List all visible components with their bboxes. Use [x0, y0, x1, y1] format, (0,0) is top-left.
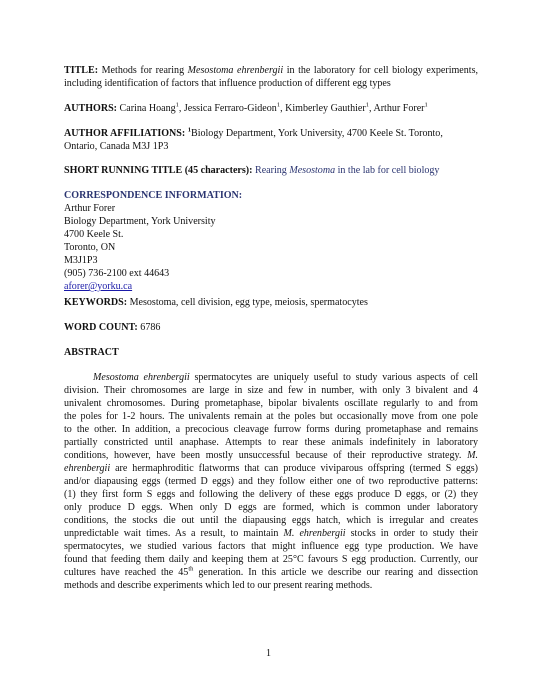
authors-label: AUTHORS: [64, 103, 118, 114]
abstract-line: division. Their chromosomes are large in size and few in number, with only 3 bivalent and 4 [64, 385, 478, 396]
abstract-line: cultures have reached the 45th generation. In this article we describe our rearing and dissection [64, 566, 478, 578]
author-separator: , [178, 103, 182, 114]
abstract-line: conditions, the stocks die out until the diapausing eggs hatch, which is irregular and creates [64, 515, 478, 526]
correspondence-line: Biology Department, York University [64, 216, 216, 227]
author-affil-marker: 1 [175, 101, 179, 109]
running-title-species: Mesostoma [289, 165, 336, 176]
abstract-line: univalent chromosomes. During prometaphase, bipolar bivalents oscillate regularly to and from [64, 398, 478, 409]
word-count-label: WORD COUNT: [64, 322, 138, 333]
abstract-line: (1) they first form S eggs and following the delivery of these eggs produce D eggs, or (2) they [64, 489, 478, 500]
abstract-line: partially constricted until anaphase. Attempts to rear these animals indefinitely in laboratory [64, 437, 478, 448]
word-count-paragraph [64, 321, 478, 334]
title-label: TITLE: [64, 65, 99, 76]
abstract-line: ehrenbergii are hermaphroditic flatworms that can produce viviparous offspring (termed S eggs) [64, 463, 478, 474]
running-title-text-post: in the lab for cell biology [335, 165, 440, 176]
author-name: Carina Hoang [117, 103, 176, 114]
affiliations-paragraph [64, 127, 478, 153]
correspondence-line: M3J1P3 [64, 255, 98, 266]
page-number: 1 [266, 648, 271, 659]
email-link[interactable]: aforer@yorku.ca [64, 281, 133, 292]
authors-paragraph [64, 102, 478, 115]
abstract-line: conditions, however, have been mostly unsuccessful because of their reproductive strategy. M. [64, 450, 478, 461]
running-title-paragraph [64, 164, 478, 177]
correspondence-line: Arthur Forer [64, 203, 116, 214]
affiliation-marker: 1 [187, 126, 191, 134]
abstract-line: unpredictable wait times. As a result, to maintain M. ehrenbergii stocks in order to study their [64, 528, 478, 539]
affiliations-text: Biology Department, York University, 4700 Keele St. Toronto, Ontario, Canada M3J 1P3 [64, 128, 443, 152]
running-title-text-pre: Rearing [252, 165, 290, 176]
title-paragraph [64, 64, 478, 90]
author-affil-marker: 1 [424, 101, 428, 109]
correspondence-line: (905) 736-2100 ext 44643 [64, 268, 170, 279]
author-name: Arthur Forer [371, 103, 425, 114]
abstract-heading: ABSTRACT [64, 347, 119, 358]
running-title-label: SHORT RUNNING TITLE (45 characters): [64, 165, 253, 176]
abstract-line: to the other. In addition, a precocious cleavage furrow forms during prometaphase and remains [64, 424, 478, 435]
keywords-label: KEYWORDS: [64, 297, 128, 308]
correspondence-block [64, 189, 478, 293]
abstract-line: the poles for 1-2 hours. The univalents remain at the poles but occasionally move from one pole [64, 411, 478, 422]
author-affil-marker: 1 [276, 101, 281, 109]
abstract-line: spermatocytes, we studied various factors that might influence egg type production. We have [64, 541, 478, 552]
affiliations-label: AUTHOR AFFILIATIONS: [64, 128, 186, 139]
author-name: Jessica Ferraro-Gideon [181, 103, 277, 114]
title-text-post: in the laboratory for cell biology experiments, including identification of factors that influence production of different egg types [64, 65, 478, 89]
abstract-line: methods and describe experiments which led to our present rearing methods. [64, 580, 373, 591]
word-count-value: 6786 [137, 322, 161, 333]
abstract-body [64, 371, 478, 592]
abstract-line: Mesostoma ehrenbergii spermatocytes are uniquely useful to study various aspects of cell [93, 372, 478, 383]
correspondence-label: CORRESPONDENCE INFORMATION: [64, 190, 243, 201]
correspondence-line: 4700 Keele St. [64, 229, 124, 240]
title-text-pre: Methods for rearing [98, 65, 188, 76]
author-separator: , [280, 103, 283, 114]
title-species: Mesostoma ehrenbergii [187, 65, 284, 76]
abstract-line: found that feeding them daily and keeping them at 25°C favours S egg production. Currently, our [64, 554, 478, 565]
author-name: Kimberley Gauthier [282, 103, 366, 114]
abstract-line: and/or diapausing eggs (termed D eggs) and they follow either one of two reproductive patterns: [64, 476, 478, 487]
abstract-line: only produce D eggs. When only D eggs are formed, which is common under laboratory [64, 502, 478, 513]
keywords-paragraph [64, 296, 478, 309]
author-separator: , [368, 103, 372, 114]
correspondence-line: Toronto, ON [64, 242, 116, 253]
author-affil-marker: 1 [365, 101, 369, 109]
keywords-text: Mesostoma, cell division, egg type, meiosis, spermatocytes [127, 297, 368, 308]
